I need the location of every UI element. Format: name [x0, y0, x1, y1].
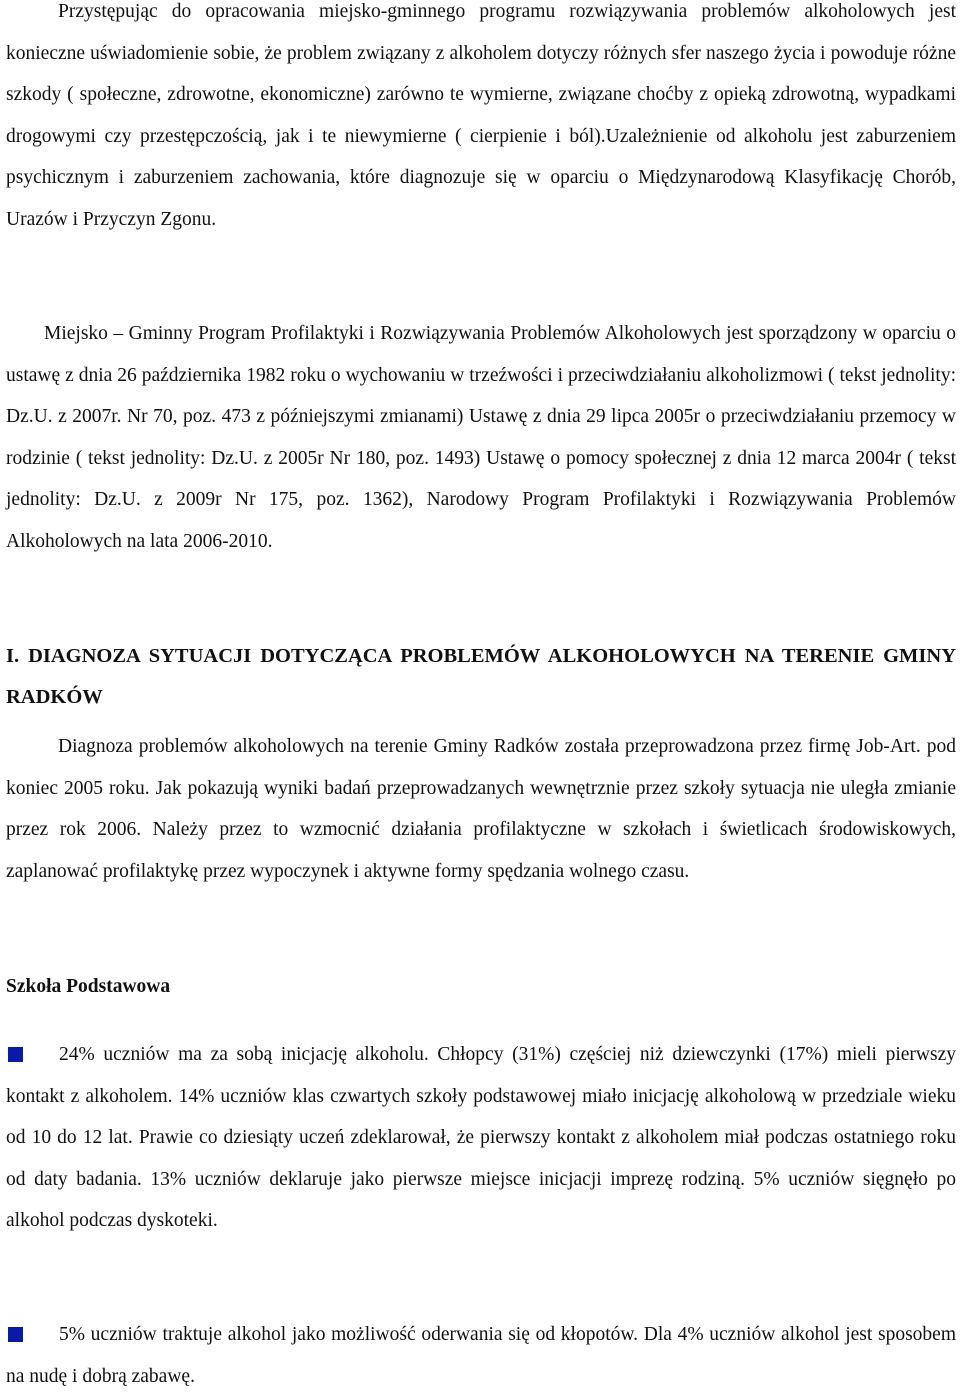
intro-paragraph: Przystępując do opracowania miejsko-gminnego programu rozwiązywania problemów alkoholowych jest konieczne uświadomienie sobie, że problem związany z alkoholem dotyczy różnych sfer naszego życia i powoduje różne szkody ( społeczne, zdrowotne, ekonomiczne) zarówno te wymierne, związane choćby z opieką zdrowotną, wypadkami drogowymi czy przestępczością, jak i te niewymierne ( cierpienie i ból).Uzależnienie od alkoholu jest zaburzeniem psychicznym i zaburzeniem zachowania, które diagnozuje się w oparciu o Międzynarodową Klasyfikację Chorób, Urazów i Przyczyn Zgonu.: [6, 1, 956, 230]
bullet-item-2: 5% uczniów traktuje alkohol jako możliwość oderwania się od kłopotów. Dla 4% uczniów alkohol jest sposobem na nudę i dobrą zabawę.: [6, 1324, 956, 1387]
bullet-item-1: 24% uczniów ma za sobą inicjację alkoholu. Chłopcy (31%) częściej niż dziewczynki (17%) mieli pierwszy kontakt z alkoholem. 14% uczniów klas czwartych szkoły podstawowej miało inicjację alkoholową w przedziale wieku od 10 do 12 lat. Prawie co dziesiąty uczeń zdeklarował, że pierwszy kontakt z alkoholem miał podczas ostatniego roku od daty badania. 13% uczniów deklaruje jako pierwsze miejsce inicjacji imprezę rodziną. 5% uczniów sięgnęło po alkohol podczas dyskoteki.: [6, 1044, 956, 1232]
legal-basis-paragraph: Miejsko – Gminny Program Profilaktyki i Rozwiązywania Problemów Alkoholowych jest sporządzony w oparciu o ustawę z dnia 26 października 1982 roku o wychowaniu w trzeźwości i przeciwdziałaniu alkoholizmowi ( tekst jednolity: Dz.U. z 2007r. Nr 70, poz. 473 z późniejszymi zmianami) Ustawę z dnia 29 lipca 2005r o przeciwdziałaniu przemocy w rodzinie ( tekst jednolity: Dz.U. z 2005r Nr 180, poz. 1493) Ustawę o pomocy społecznej z dnia 12 marca 2004r ( tekst jednolity: Dz.U. z 2009r Nr 175, poz. 1362), Narodowy Program Profilaktyki i Rozwiązywania Problemów Alkoholowych na lata 2006-2010.: [6, 323, 956, 552]
diagnosis-paragraph: Diagnoza problemów alkoholowych na terenie Gminy Radków została przeprowadzona przez firmę Job-Art. pod koniec 2005 roku. Jak pokazują wyniki badań przeprowadzanych wewnętrznie przez szkoły sytuacja nie uległa zmianie przez rok 2006. Należy przez to wzmocnić działania profilaktyczne w szkołach i świetlicach środowiskowych, zaplanować profilaktykę przez wypoczynek i aktywne formy spędzania wolnego czasu.: [6, 736, 956, 882]
subheading-primary-school: Szkoła Podstawowa: [6, 976, 171, 997]
section-heading: I. DIAGNOZA SYTUACJI DOTYCZĄCA PROBLEMÓW ALKOHOLOWYCH NA TERENIE GMINY RADKÓW: [6, 645, 956, 708]
